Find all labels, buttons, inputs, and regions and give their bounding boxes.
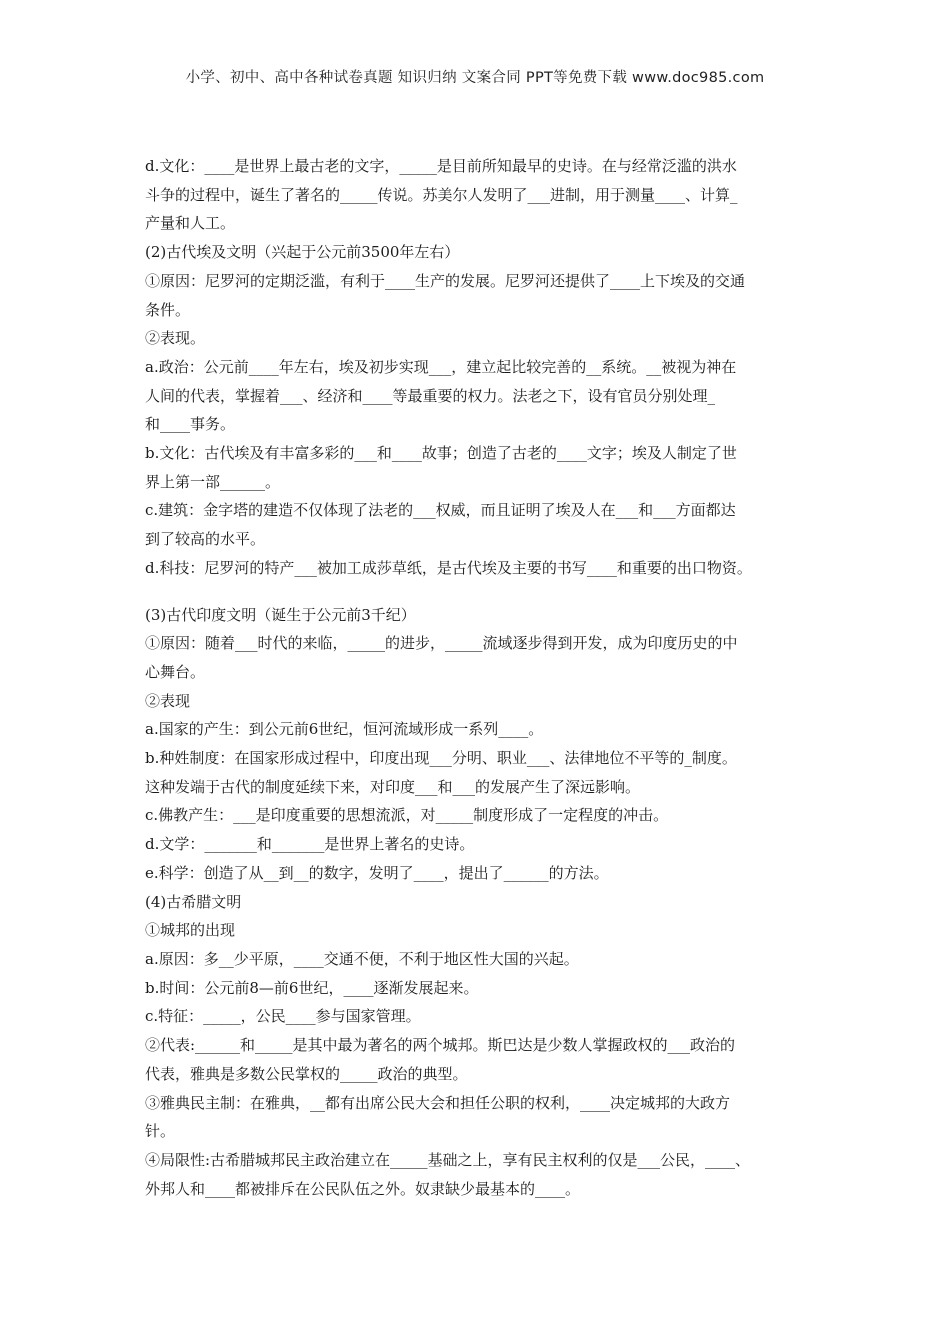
- text-line: a.政治：公元前____年左右，埃及初步实现___，建立起比较完善的__系统。__被视为神在: [145, 357, 737, 376]
- blank-line: [145, 583, 815, 601]
- text-line: c.建筑：金字塔的建造不仅体现了法老的___权威，而且证明了埃及人在___和___方面都达: [145, 501, 736, 520]
- text-line: 针。: [145, 1122, 176, 1141]
- text-line: 这种发端于古代的制度延续下来，对印度___和___的发展产生了深远影响。: [145, 777, 641, 796]
- text-line: b.种姓制度：在国家形成过程中，印度出现___分明、职业___、法律地位不平等的_制度。: [145, 749, 737, 768]
- page-header: 小学、初中、高中各种试卷真题 知识归纳 文案合同 PPT等免费下载 www.doc985.com: [185, 70, 765, 86]
- text-line: ①原因：随着___时代的来临，_____的进步，_____流域逐步得到开发，成为印度历史的中: [145, 634, 738, 653]
- text-line: b.时间：公元前8—前6世纪，____逐渐发展起来。: [145, 978, 479, 997]
- text-line: 人间的代表，掌握着___、经济和____等最重要的权力。法老之下，设有官员分别处理_: [145, 386, 716, 405]
- text-line: 斗争的过程中，诞生了著名的_____传说。苏美尔人发明了___进制，用于测量____、计算_: [145, 185, 738, 204]
- text-line: ②代表:______和_____是其中最为著名的两个城邦。斯巴达是少数人掌握政权的___政治的: [145, 1036, 736, 1055]
- text-line: d.文学：_______和_______是世界上著名的史诗。: [145, 835, 475, 854]
- text-line: a.国家的产生：到公元前6世纪，恒河流域形成一系列____。: [145, 720, 544, 739]
- text-line: ③雅典民主制：在雅典，__都有出席公民大会和担任公职的权利，____决定城邦的大政方: [145, 1093, 731, 1112]
- text-line: 外邦人和____都被排斥在公民队伍之外。奴隶缺少最基本的____。: [145, 1179, 581, 1198]
- text-line: c.佛教产生：___是印度重要的思想流派，对_____制度形成了一定程度的冲击。: [145, 806, 669, 825]
- text-line: ②表现: [145, 691, 191, 710]
- text-line: 心舞台。: [145, 662, 206, 681]
- text-line: e.科学：创造了从__到__的数字，发明了____，提出了______的方法。: [145, 863, 609, 882]
- text-line: 产量和人工。: [145, 214, 236, 233]
- text-line: c.特征：_____，公民____参与国家管理。: [145, 1007, 421, 1026]
- text-line: ④局限性:古希腊城邦民主政治建立在_____基础之上，享有民主权利的仅是___公民，____、: [145, 1150, 751, 1169]
- text-line: a.原因：多__少平原，____交通不便，不利于地区性大国的兴起。: [145, 949, 579, 968]
- text-line: (4)古希腊文明: [145, 892, 242, 911]
- text-line: ①原因：尼罗河的定期泛滥，有利于____生产的发展。尼罗河还提供了____上下埃及的交通: [145, 271, 746, 290]
- text-line: ①城邦的出现: [145, 921, 236, 940]
- text-line: 到了较高的水平。: [145, 530, 266, 549]
- text-line: ②表现。: [145, 329, 206, 348]
- text-line: 界上第一部______。: [145, 472, 281, 491]
- text-line: (2)古代埃及文明（兴起于公元前3500年左右）: [145, 243, 460, 262]
- text-line: 和____事务。: [145, 415, 236, 434]
- text-line: d.科技：尼罗河的特产___被加工成莎草纸，是古代埃及主要的书写____和重要的出口物资。: [145, 558, 752, 577]
- text-line: b.文化：古代埃及有丰富多彩的___和____故事；创造了古老的____文字；埃及人制定了世: [145, 444, 737, 463]
- text-line: (3)古代印度文明（诞生于公元前3千纪）: [145, 605, 416, 624]
- text-line: 代表，雅典是多数公民掌权的_____政治的典型。: [145, 1064, 468, 1083]
- text-line: d.文化：____是世界上最古老的文字，_____是目前所知最早的史诗。在与经常泛滥的洪水: [145, 157, 737, 175]
- document-body: [145, 152, 815, 1203]
- text-line: 条件。: [145, 300, 191, 319]
